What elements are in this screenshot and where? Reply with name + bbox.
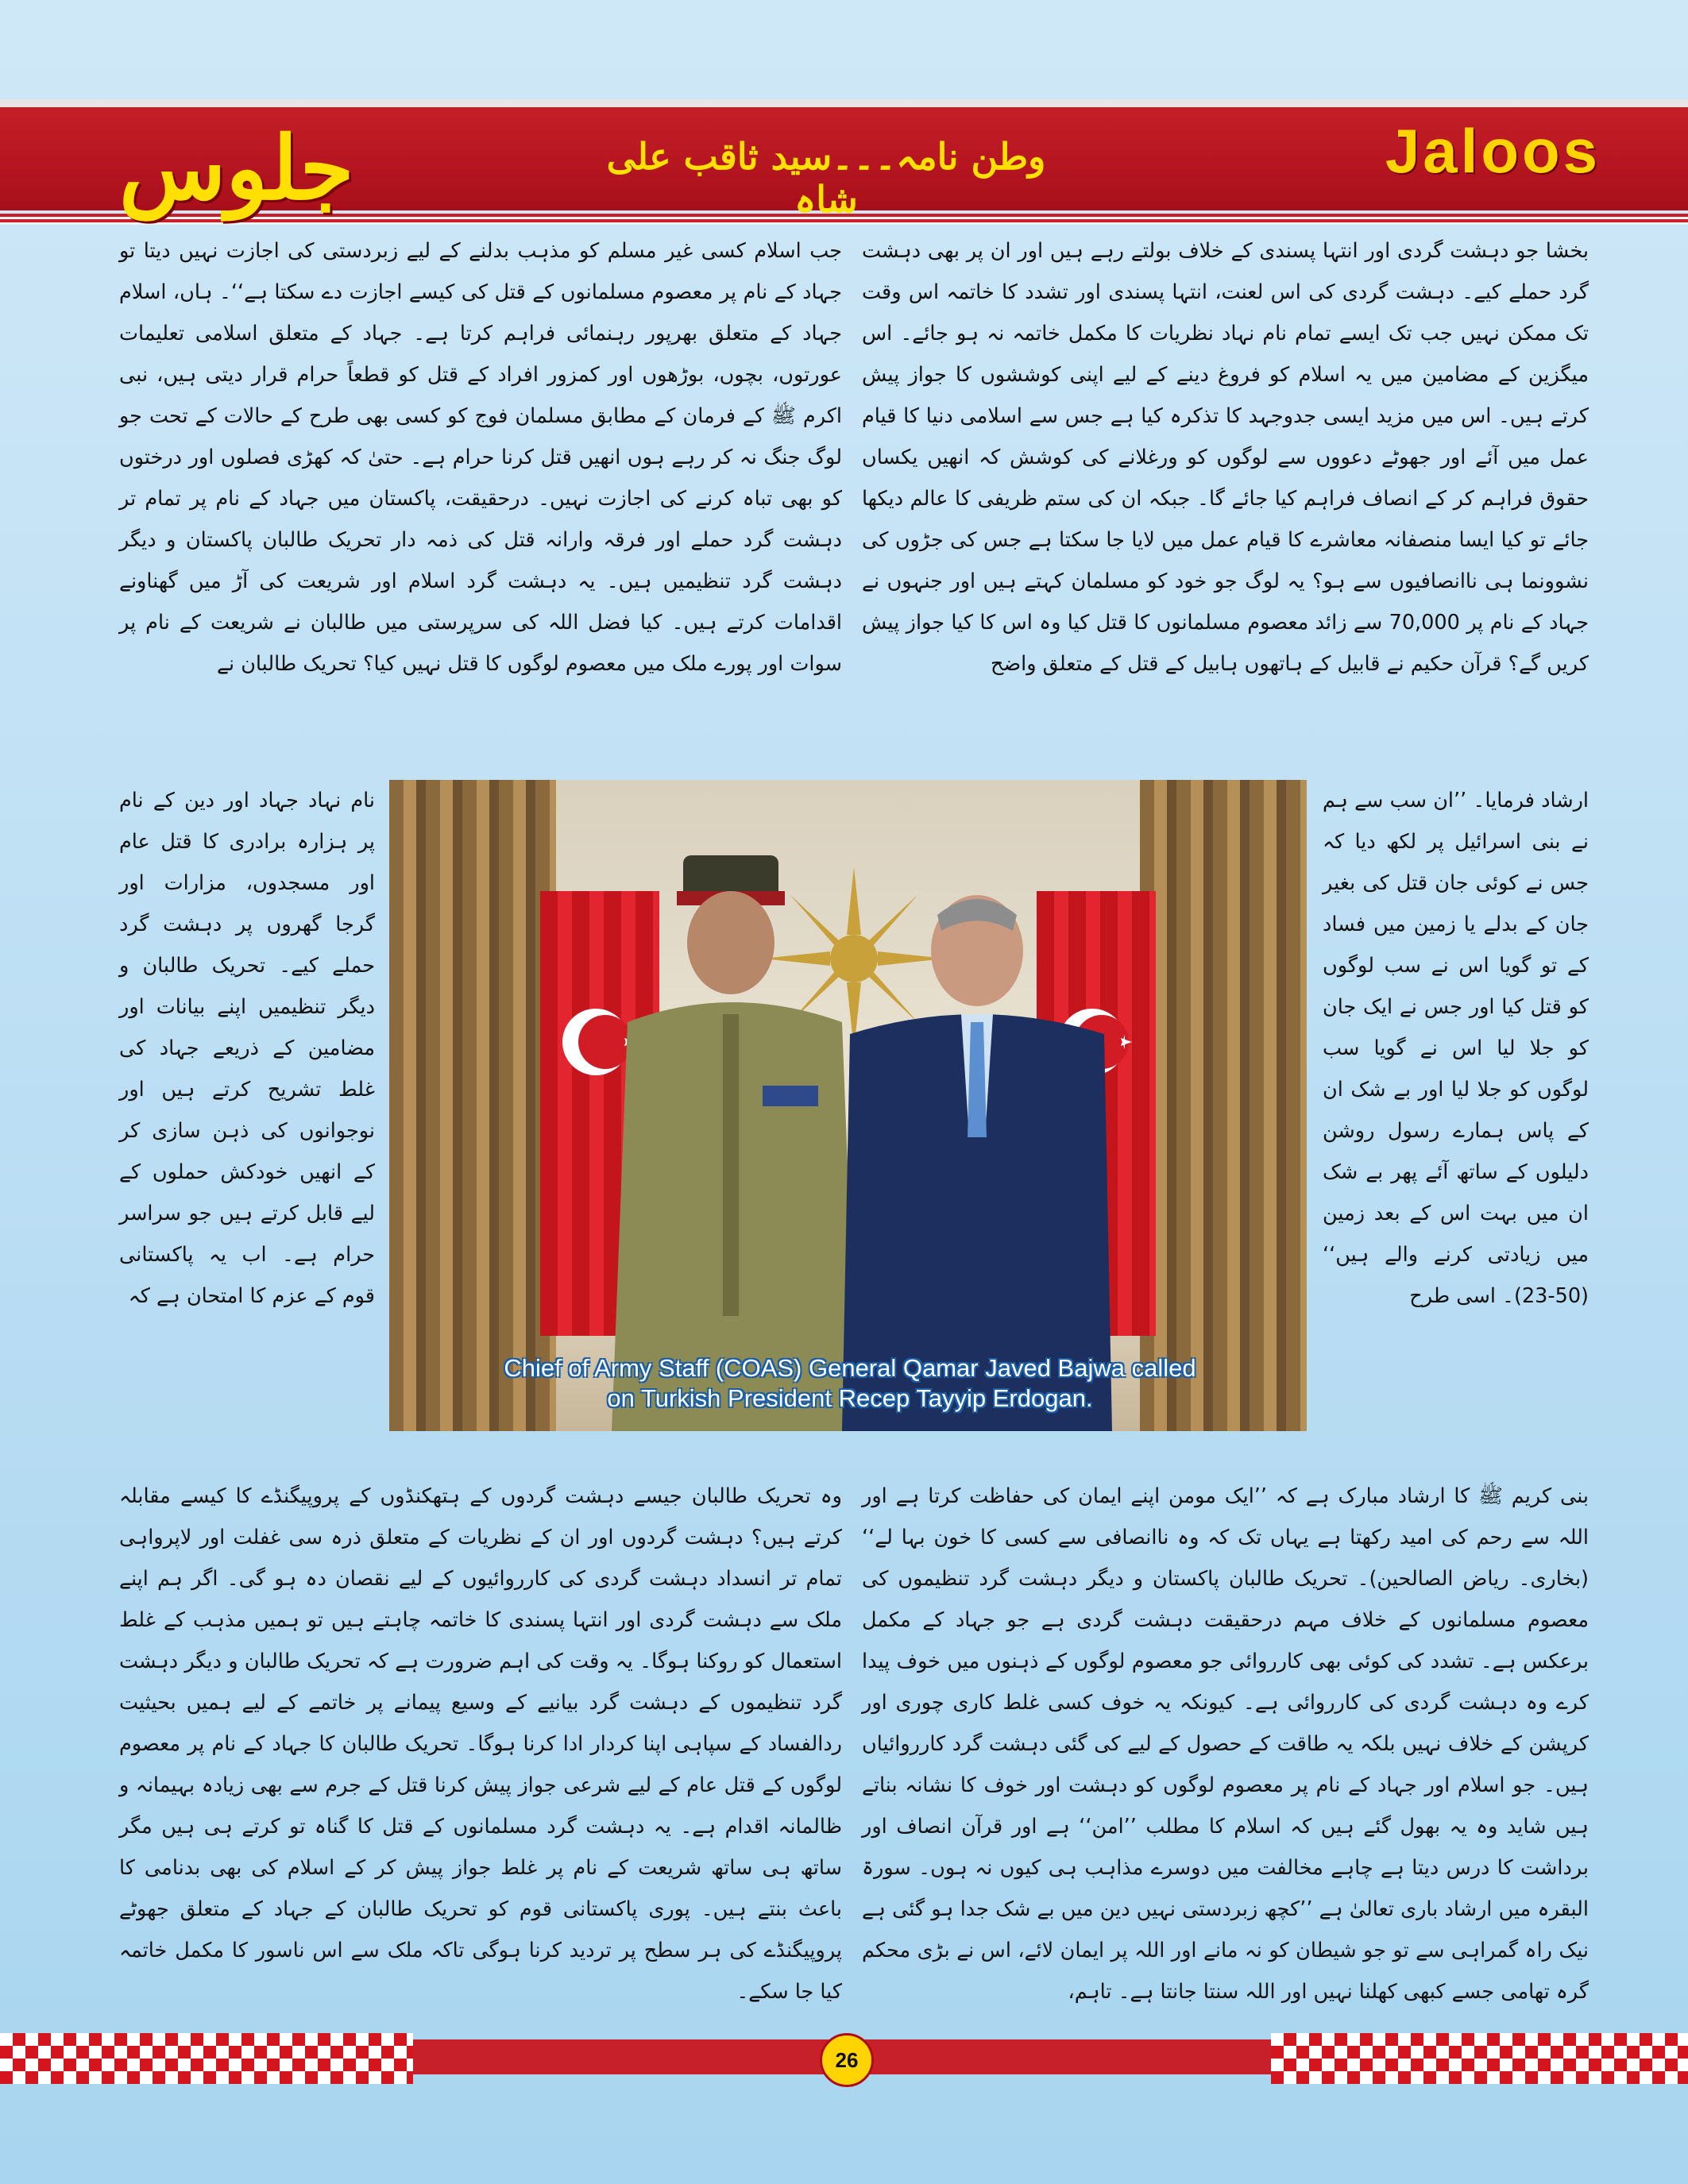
article-column-left-bottom — [119, 1476, 842, 2012]
article-column-left-narrow — [119, 780, 375, 1317]
person-general — [604, 824, 866, 1431]
article-paragraph: بخشا جو دہشت گردی اور انتہا پسندی کے خلاف بولتے رہے ہیں اور ان پر بھی دہشت گرد حملے کیے۔ دہشت گردی کی اس لعنت، انتہا پسندی اور تشدد کا خاتمہ اس وقت تک ممکن نہیں جب تک ایسے تمام نام نہاد نظریات کا مکمل خاتمہ نہ ہو جائے۔ اس میگزین کے مضامین میں یہ اسلام کو فروغ دینے کے لیے اپنی کوششوں کا جواز پیش کرتے ہیں۔ اس میں مزید ایسی جدوجہد کا تذکرہ کیا ہے جس سے اسلامی دنیا کا قیام عمل میں آئے اور جھوٹے دعووں سے لوگوں کو ورغلانے کی کوشش کہ انھیں یکساں حقوق فراہم کر کے انصاف فراہم کیا جائے گا۔ جبکہ ان کی ستم ظریفی کا عالم دیکھا جائے تو کیا ایسا منصفانہ معاشرے کا قیام عمل میں لایا جا سکتا ہے جس کی جڑوں کی نشوونما ہی ناانصافیوں سے ہو؟ یہ لوگ جو خود کو مسلمان کہتے ہیں اور جنہوں نے جہاد کے نام پر 70,000 سے زائد معصوم مسلمانوں کا قتل کیا وہ اس کا کیا جواز پیش کریں گے؟ قرآن حکیم نے قابیل کے ہاتھوں ہابیل کے قتل کے متعلق واضح — [862, 239, 1589, 676]
article-paragraph: وہ تحریک طالبان جیسے دہشت گردوں کے ہتھکنڈوں کے پروپیگنڈے کا کیسے مقابلہ کرتے ہیں؟ دہشت گردوں اور ان کے نظریات کے متعلق ذرہ سی غفلت اور لاپرواہی تمام تر انسداد دہشت گردی کی کارروائیوں کے لیے نقصان دہ ہو گی۔ اگر ہم اپنے ملک سے دہشت گردی اور انتہا پسندی کا خاتمہ چاہتے ہیں تو ہمیں مذہب کے غلط استعمال کو روکنا ہوگا۔ یہ وقت کی اہم ضرورت ہے کہ تحریک طالبان و دیگر دہشت گرد تنظیموں کے دہشت گرد بیانیے کے وسیع پیمانے پر خاتمے کے لیے ہمیں بحیثیت ردالفساد کے سپاہی اپنا کردار ادا کرنا ہوگا۔ تحریک طالبان کا جہاد کے نام پر معصوم لوگوں کے قتل عام کے لیے شرعی جواز پیش کرنا قتل کے جرم سے بھی زیادہ بہیمانہ و ظالمانہ اقدام ہے۔ یہ دہشت گرد مسلمانوں کے قتل کا گناہ تو کرتے ہی ہیں مگر ساتھ ہی ساتھ شریعت کے نام پر غلط جواز پیش کر کے اسلام کی بھی بدنامی کا باعث بنتے ہیں۔ پوری پاکستانی قوم کو تحریک طالبان کے جہاد کے متعلق جھوٹے پروپیگنڈے کی ہر سطح پر تردید کرنا ہوگی تاکہ ملک سے اس ناسور کا مکمل خاتمہ کیا جا سکے۔ — [119, 1484, 842, 2004]
section-title: وطن نامہ۔۔۔سید ثاقب علی شاہ — [606, 135, 1046, 221]
curtain-left — [389, 780, 556, 1431]
footer-checker-left — [0, 2033, 413, 2084]
footer-checker-right — [1271, 2033, 1688, 2084]
news-photo — [389, 780, 1307, 1431]
article-column-right-bottom — [862, 1476, 1589, 2012]
person-president — [834, 875, 1120, 1431]
article-paragraph: نام نہاد جہاد اور دین کے نام پر ہزارہ برادری کا قتل عام اور مسجدوں، مزارات اور گرجا گھروں پر دہشت گرد حملے کیے۔ تحریک طالبان و دیگر تنظیمیں اپنے بیانات اور مضامین کے ذریعے جہاد کی غلط تشریح کرتے ہیں اور نوجوانوں کی ذہن سازی کر کے انھیں خودکش حملوں کے لیے قابل کرتے ہیں جو سراسر حرام ہے۔ اب یہ پاکستانی قوم کے عزم کا امتحان ہے کہ — [119, 789, 375, 1308]
magazine-logo: جلوس — [119, 117, 354, 219]
article-paragraph: بنی کریم ﷺ کا ارشاد مبارک ہے کہ ’’ایک مومن اپنے ایمان کی حفاظت کرتا ہے اور اللہ سے رحم کی امید رکھتا ہے یہاں تک کہ وہ ناانصافی سے کسی کا خون بہا لے‘‘ (بخاری۔ ریاض الصالحین)۔ تحریک طالبان پاکستان و دیگر دہشت گرد تنظیموں کی معصوم مسلمانوں کے خلاف مہم درحقیقت دہشت گردی ہے جو جہاد کے مکمل برعکس ہے۔ تشدد کی کوئی بھی کارروائی جو معصوم لوگوں کے ذہنوں میں خوف پیدا کرے وہ دہشت گردی کی کارروائی ہے۔ کیونکہ یہ خوف کسی غلط کاری چوری اور کرپشن کے خلاف نہیں بلکہ یہ طاقت کے حصول کے لیے کی گئی دہشت گرد کارروائیاں ہیں۔ جو اسلام اور جہاد کے نام پر معصوم لوگوں کو دہشت اور خوف کا نشانہ بناتے ہیں شاید وہ یہ بھول گئے ہیں کہ اسلام کا مطلب ’’امن‘‘ ہے اور قرآن انصاف اور برداشت کا درس دیتا ہے چاہے مخالفت میں دوسرے مذاہب ہی کیوں نہ ہوں۔ سورۃ البقرہ میں ارشاد باری تعالیٰ ہے ’’کچھ زبردستی نہیں دین میں بے شک جدا ہو گئی ہے نیک راہ گمراہی سے تو جو شیطان کو نہ مانے اور اللہ پر ایمان لائے، اس نے بڑی محکم گرہ تھامی جسے کبھی کھلنا نہیں اور اللہ سنتا جانتا ہے۔ تاہم، — [862, 1484, 1589, 2004]
article-column-right-narrow — [1323, 780, 1589, 1317]
magazine-brand: Jaloos — [1385, 116, 1601, 186]
photo-caption-line: Chief of Army Staff (COAS) General Qamar Javed Bajwa called — [504, 1354, 1196, 1382]
article-column-left-top — [119, 230, 842, 685]
photo-caption — [413, 1353, 1287, 1414]
article-paragraph: جب اسلام کسی غیر مسلم کو مذہب بدلنے کے لیے زبردستی کی اجازت نہیں دیتا تو جہاد کے نام پر معصوم مسلمانوں کے قتل کی کیسے اجازت دے سکتا ہے‘‘۔ ہاں، اسلام جہاد کے متعلق بھرپور رہنمائی فراہم کرتا ہے۔ جہاد کے متعلق اسلامی تعلیمات عورتوں، بچوں، بوڑھوں اور کمزور افراد کے قتل کو قطعاً حرام قرار دیتی ہیں، نبی اکرم ﷺ کے فرمان کے مطابق مسلمان فوج کو کسی بھی طرح کے حالات کے تحت جو لوگ جنگ نہ کر رہے ہوں انھیں قتل کرنا حرام ہے۔ حتیٰ کہ کھڑی فصلوں اور درختوں کو بھی تباہ کرنے کی اجازت نہیں۔ درحقیقت، پاکستان میں جہاد کے نام پر تمام تر دہشت گرد حملے اور فرقہ وارانہ قتل کی ذمہ دار تحریک طالبان پاکستان و دیگر دہشت گرد تنظیمیں ہیں۔ یہ دہشت گرد اسلام اور شریعت کی آڑ میں گھناونے اقدامات کرتے ہیں۔ کیا فضل اللہ کی سرپرستی میں طالبان نے شریعت کے نام پر سوات اور پورے ملک میں معصوم لوگوں کا قتل نہیں کیا؟ تحریک طالبان نے — [119, 239, 842, 676]
article-paragraph: ارشاد فرمایا۔ ’’ان سب سے ہم نے بنی اسرائیل پر لکھ دیا کہ جس نے کوئی جان قتل کی بغیر جان کے بدلے یا زمین میں فساد کے تو گویا اس نے سب لوگوں کو قتل کیا اور جس نے ایک جان کو جلا لیا اس نے گویا سب لوگوں کو جلا لیا اور بے شک ان کے پاس ہمارے رسول روشن دلیلوں کے ساتھ آئے پھر بے شک ان میں بہت اس کے بعد زمین میں زیادتی کرنے والے ہیں‘‘ (50-23)۔ اسی طرح — [1323, 789, 1589, 1308]
photo-caption-line: on Turkish President Recep Tayyip Erdogan. — [607, 1384, 1093, 1412]
page-number: 26 — [820, 2033, 874, 2087]
masthead-top-stripe — [0, 99, 1688, 107]
curtain-right — [1140, 780, 1307, 1431]
article-column-right-top — [862, 230, 1589, 685]
